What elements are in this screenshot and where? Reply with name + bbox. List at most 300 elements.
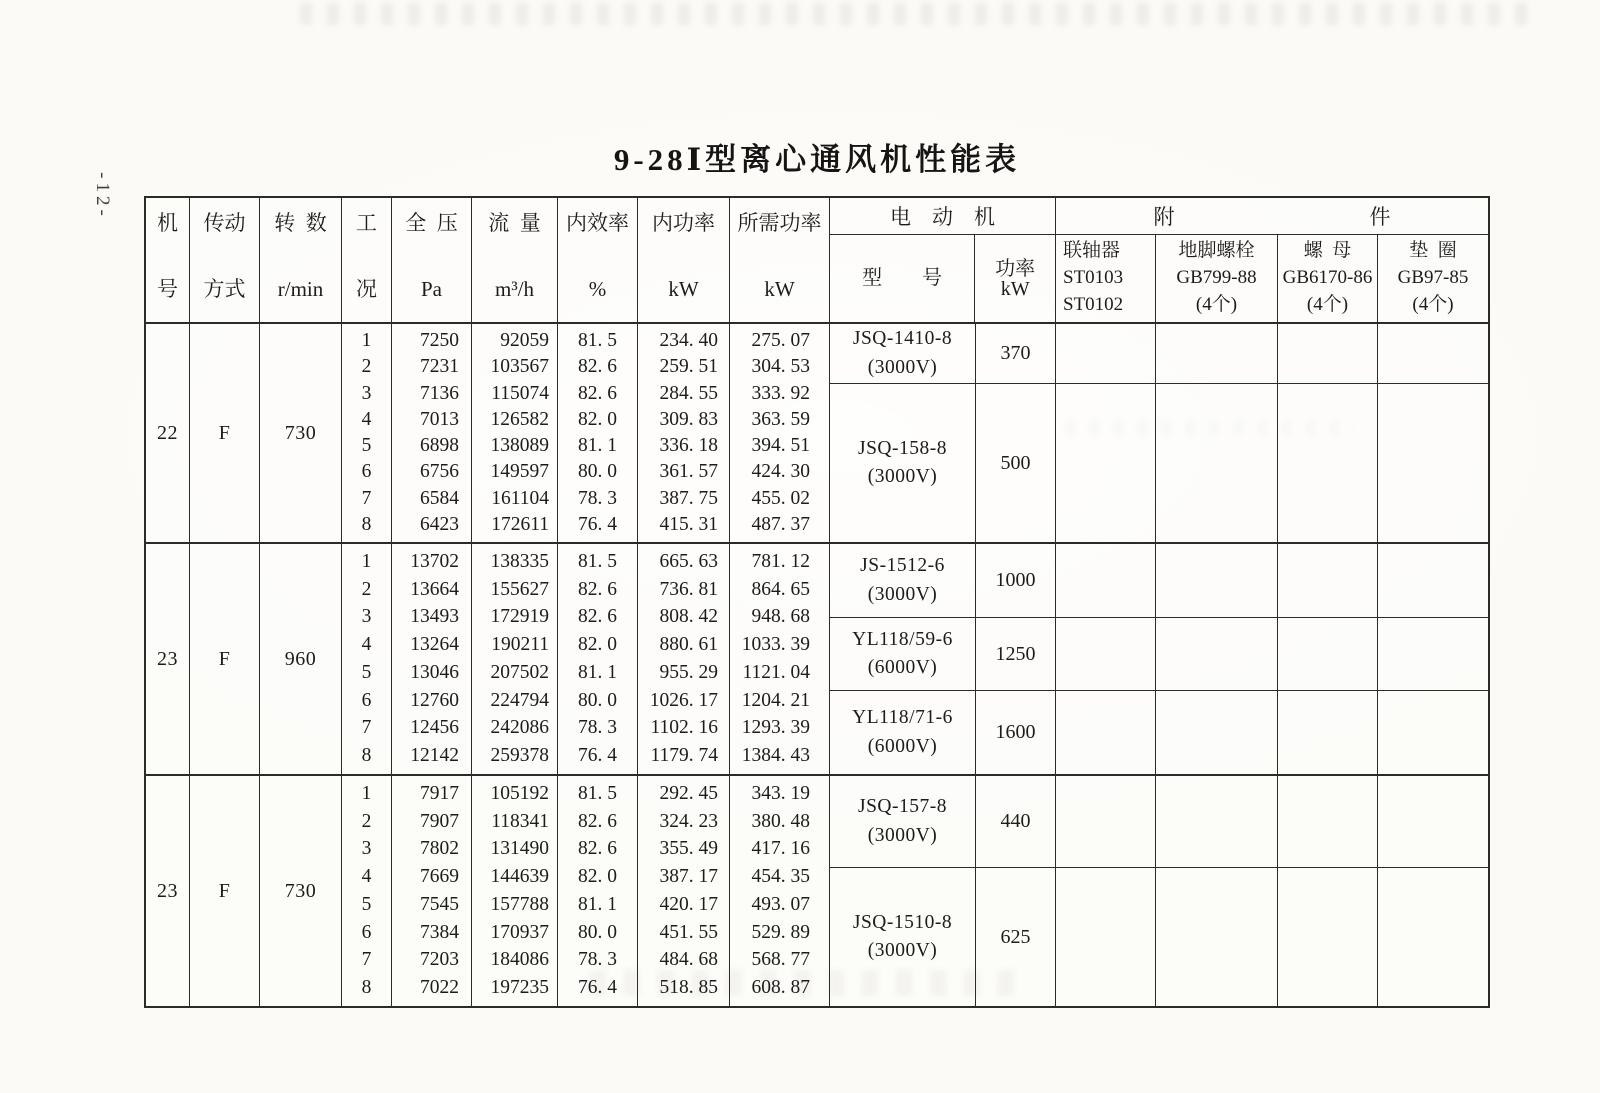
cell-cond: 3 xyxy=(361,382,372,404)
motor-model-text: JS-1512-6 xyxy=(860,555,945,577)
header-line: 螺 母 xyxy=(1303,240,1352,262)
header-line: 功率 xyxy=(995,257,1036,280)
cell-eff: 76. 4 xyxy=(578,977,617,999)
motor-row xyxy=(830,776,1488,868)
cell-cond: 2 xyxy=(361,578,372,600)
cell-req: 1121. 04 xyxy=(742,661,810,683)
cell-coupling-empty xyxy=(1056,776,1156,867)
cell-power: 309. 83 xyxy=(659,408,718,430)
cell-cond: 2 xyxy=(361,810,372,832)
cell-washer-empty xyxy=(1378,691,1488,774)
cell-pressure: 12760 xyxy=(410,689,459,711)
cell-coupling-empty xyxy=(1056,384,1156,542)
cell-power: 1179. 74 xyxy=(650,745,718,767)
cell-flow: 118341 xyxy=(491,810,549,832)
col-flow-rate-values xyxy=(472,776,558,1006)
cell-motor-model xyxy=(830,544,976,617)
motor-voltage-text: (6000V) xyxy=(867,657,938,678)
cell-pressure: 7203 xyxy=(420,949,459,971)
cell-motor-model xyxy=(830,324,976,383)
cell-power: 518. 85 xyxy=(659,977,718,999)
header-line: ST0103 xyxy=(1063,267,1124,289)
motor-model-text: JSQ-157-8 xyxy=(857,796,947,818)
cell-anchor-bolt-empty xyxy=(1156,868,1278,1006)
cell-motor-model xyxy=(830,384,976,542)
page-title: 9-28Ⅰ型离心通风机性能表 xyxy=(613,142,1021,177)
header-line: GB6170-86 xyxy=(1282,267,1373,289)
cell-power: 234. 40 xyxy=(659,330,718,352)
cell-eff: 82. 0 xyxy=(578,408,617,430)
cell-flow: 161104 xyxy=(491,487,549,509)
header-anchor-bolt xyxy=(1156,235,1278,322)
cell-motor-power: 1250 xyxy=(976,618,1056,690)
header-line: % xyxy=(588,277,607,301)
cell-motor-power: 1600 xyxy=(976,691,1056,774)
cell-power: 415. 31 xyxy=(659,513,718,535)
cell-rpm: 730 xyxy=(260,776,342,1006)
cell-pressure: 12456 xyxy=(410,717,459,739)
motor-model-text: JSQ-1510-8 xyxy=(852,911,953,933)
header-line: kW xyxy=(764,277,795,301)
motor-accessory-section xyxy=(830,544,1488,774)
cell-req: 781. 12 xyxy=(751,550,810,572)
cell-flow: 144639 xyxy=(490,866,549,888)
cell-flow: 224794 xyxy=(490,689,549,711)
col-internal-power-values xyxy=(638,324,730,542)
cell-req: 394. 51 xyxy=(751,435,810,457)
cell-power: 284. 55 xyxy=(659,382,718,404)
cell-cond: 7 xyxy=(361,487,372,509)
cell-pressure: 13664 xyxy=(410,578,459,600)
cell-flow: 184086 xyxy=(490,949,549,971)
col-internal-power-values xyxy=(638,776,730,1006)
cell-flow: 103567 xyxy=(490,356,549,378)
header-nut xyxy=(1278,235,1378,322)
cell-req: 948. 68 xyxy=(751,606,810,628)
cell-nut-empty xyxy=(1278,324,1378,383)
cell-eff: 82. 0 xyxy=(578,866,617,888)
cell-power: 736. 81 xyxy=(659,578,718,600)
header-condition xyxy=(342,198,392,322)
cell-power: 955. 29 xyxy=(659,661,718,683)
cell-power: 355. 49 xyxy=(659,838,718,860)
header-coupling xyxy=(1056,235,1156,322)
header-line: (4个) xyxy=(1306,293,1349,315)
cell-motor-power: 625 xyxy=(976,868,1056,1006)
header-internal-efficiency xyxy=(558,198,638,322)
cell-cond: 7 xyxy=(361,949,372,971)
cell-eff: 81. 1 xyxy=(578,893,617,915)
cell-power: 808. 42 xyxy=(659,606,718,628)
cell-motor-model xyxy=(830,868,976,1006)
cell-motor-power: 440 xyxy=(976,776,1056,867)
cell-pressure: 7384 xyxy=(420,921,459,943)
cell-eff: 82. 6 xyxy=(578,838,617,860)
cell-flow: 170937 xyxy=(490,921,549,943)
cell-coupling-empty xyxy=(1056,691,1156,774)
cell-power: 451. 55 xyxy=(659,921,718,943)
header-motor-group-label: 电 动 机 xyxy=(830,198,1055,235)
cell-anchor-bolt-empty xyxy=(1156,776,1278,867)
cell-flow: 138335 xyxy=(490,550,549,572)
cell-flow: 138089 xyxy=(490,435,549,457)
cell-flow: 157788 xyxy=(490,893,549,915)
cell-cond: 6 xyxy=(361,689,372,711)
cell-drive-type: F xyxy=(190,324,260,542)
cell-anchor-bolt-empty xyxy=(1156,691,1278,774)
header-line: r/min xyxy=(277,277,324,301)
col-flow-rate-values xyxy=(472,324,558,542)
col-total-pressure-values xyxy=(392,776,472,1006)
cell-nut-empty xyxy=(1278,544,1378,617)
motor-model-text: JSQ-158-8 xyxy=(857,437,947,459)
cell-flow: 172919 xyxy=(490,606,549,628)
header-line: 地脚螺栓 xyxy=(1178,240,1255,262)
motor-row xyxy=(830,868,1488,1006)
cell-pressure: 7013 xyxy=(420,408,459,430)
cell-flow: 207502 xyxy=(490,661,549,683)
cell-pressure: 7250 xyxy=(420,330,459,352)
header-line: 全 压 xyxy=(405,211,458,235)
cell-motor-power: 370 xyxy=(976,324,1056,383)
cell-req: 493. 07 xyxy=(751,893,810,915)
cell-machine-no: 23 xyxy=(146,776,190,1006)
cell-cond: 4 xyxy=(361,634,372,656)
cell-power: 484. 68 xyxy=(659,949,718,971)
cell-cond: 4 xyxy=(361,408,372,430)
header-line: 内功率 xyxy=(652,211,715,235)
header-line: 况 xyxy=(356,277,377,301)
cell-power: 665. 63 xyxy=(659,550,718,572)
col-efficiency-values xyxy=(558,776,638,1006)
col-condition-values xyxy=(342,324,392,542)
cell-req: 455. 02 xyxy=(751,487,810,509)
motor-row xyxy=(830,618,1488,691)
cell-req: 1204. 21 xyxy=(741,689,810,711)
header-line: GB799-88 xyxy=(1176,267,1257,289)
header-motor-power xyxy=(975,235,1055,322)
header-flow-rate xyxy=(472,198,558,322)
col-total-pressure-values xyxy=(392,544,472,774)
cell-pressure: 6898 xyxy=(420,435,459,457)
cell-flow: 155627 xyxy=(490,578,549,600)
cell-anchor-bolt-empty xyxy=(1156,324,1278,383)
cell-eff: 78. 3 xyxy=(578,717,617,739)
cell-cond: 8 xyxy=(361,977,372,999)
cell-cond: 4 xyxy=(361,866,372,888)
cell-cond: 6 xyxy=(361,461,372,483)
motor-row xyxy=(830,384,1488,542)
cell-pressure: 13493 xyxy=(410,606,459,628)
cell-motor-model xyxy=(830,618,976,690)
cell-cond: 5 xyxy=(361,435,372,457)
cell-power: 880. 61 xyxy=(659,634,718,656)
cell-motor-model xyxy=(830,776,976,867)
cell-flow: 92059 xyxy=(500,330,549,352)
cell-power: 336. 18 xyxy=(659,435,718,457)
cell-req: 454. 35 xyxy=(751,866,810,888)
motor-voltage-text: (6000V) xyxy=(867,735,938,757)
cell-drive-type: F xyxy=(190,544,260,774)
header-machine-no xyxy=(146,198,190,322)
col-efficiency-values xyxy=(558,324,638,542)
cell-power: 361. 57 xyxy=(659,461,718,483)
header-line: 流 量 xyxy=(488,211,541,235)
cell-anchor-bolt-empty xyxy=(1156,384,1278,542)
col-internal-power-values xyxy=(638,544,730,774)
motor-accessory-section xyxy=(830,324,1488,542)
cell-req: 608. 87 xyxy=(751,977,810,999)
cell-pressure: 7907 xyxy=(420,810,459,832)
cell-pressure: 6756 xyxy=(420,461,459,483)
cell-coupling-empty xyxy=(1056,544,1156,617)
motor-model-text: YL118/71-6 xyxy=(852,707,953,729)
cell-nut-empty xyxy=(1278,776,1378,867)
header-line: 垫 圈 xyxy=(1409,240,1457,262)
header-line: 所需功率 xyxy=(737,211,822,235)
cell-cond: 8 xyxy=(361,513,372,535)
cell-washer-empty xyxy=(1378,324,1488,383)
cell-eff: 78. 3 xyxy=(578,487,617,509)
table-block-machine-22 xyxy=(146,324,1488,542)
performance-table xyxy=(144,196,1490,1008)
motor-voltage-text: (3000V) xyxy=(867,356,938,378)
cell-eff: 76. 4 xyxy=(578,745,617,767)
cell-req: 333. 92 xyxy=(751,382,810,404)
cell-cond: 1 xyxy=(361,782,372,804)
cell-anchor-bolt-empty xyxy=(1156,618,1278,690)
cell-eff: 82. 6 xyxy=(578,578,617,600)
header-accessories-group xyxy=(1056,198,1488,322)
cell-eff: 82. 6 xyxy=(578,810,617,832)
cell-drive-type: F xyxy=(190,776,260,1006)
cell-eff: 81. 5 xyxy=(578,550,617,572)
cell-washer-empty xyxy=(1378,868,1488,1006)
cell-req: 1033. 39 xyxy=(741,634,810,656)
col-efficiency-values xyxy=(558,544,638,774)
cell-cond: 1 xyxy=(361,330,372,352)
motor-row xyxy=(830,691,1488,774)
cell-cond: 2 xyxy=(361,356,372,378)
cell-pressure: 7136 xyxy=(420,382,459,404)
col-condition-values xyxy=(342,776,392,1006)
cell-eff: 82. 6 xyxy=(578,356,617,378)
scan-bleed-artifact xyxy=(300,3,1540,25)
header-required-power xyxy=(730,198,830,322)
cell-nut-empty xyxy=(1278,384,1378,542)
cell-req: 363. 59 xyxy=(751,408,810,430)
col-flow-rate-values xyxy=(472,544,558,774)
cell-pressure: 13702 xyxy=(410,550,459,572)
cell-cond: 7 xyxy=(361,717,372,739)
cell-pressure: 13046 xyxy=(410,661,459,683)
header-line: 号 xyxy=(157,277,178,301)
cell-eff: 76. 4 xyxy=(578,513,617,535)
cell-nut-empty xyxy=(1278,691,1378,774)
cell-eff: 82. 6 xyxy=(578,382,617,404)
table-block-machine-23-730 xyxy=(146,774,1488,1006)
cell-flow: 149597 xyxy=(490,461,549,483)
col-total-pressure-values xyxy=(392,324,472,542)
cell-req: 380. 48 xyxy=(751,810,810,832)
motor-voltage-text: (3000V) xyxy=(867,824,938,846)
cell-pressure: 7917 xyxy=(420,782,459,804)
header-line: (4个) xyxy=(1195,293,1238,315)
cell-coupling-empty xyxy=(1056,868,1156,1006)
col-required-power-values xyxy=(730,776,830,1006)
header-line: 机 xyxy=(157,211,178,235)
header-line: m³/h xyxy=(495,277,534,301)
cell-req: 1293. 39 xyxy=(741,717,810,739)
cell-pressure: 7802 xyxy=(420,838,459,860)
cell-eff: 80. 0 xyxy=(578,461,617,483)
cell-req: 343. 19 xyxy=(751,782,810,804)
motor-row xyxy=(830,324,1488,384)
cell-req: 487. 37 xyxy=(751,513,810,535)
cell-eff: 80. 0 xyxy=(578,921,617,943)
cell-coupling-empty xyxy=(1056,618,1156,690)
cell-pressure: 6423 xyxy=(420,513,459,535)
cell-power: 1102. 16 xyxy=(650,717,718,739)
cell-flow: 105192 xyxy=(490,782,549,804)
header-line: kW xyxy=(668,277,699,301)
header-line: 联轴器 xyxy=(1063,240,1121,262)
cell-flow: 172611 xyxy=(491,513,549,535)
page-number: -12- xyxy=(92,172,113,220)
cell-eff: 81. 5 xyxy=(578,782,617,804)
header-total-pressure xyxy=(392,198,472,322)
cell-cond: 1 xyxy=(361,550,372,572)
cell-eff: 81. 1 xyxy=(578,435,617,457)
cell-flow: 131490 xyxy=(490,838,549,860)
header-line: Pa xyxy=(421,277,442,301)
cell-washer-empty xyxy=(1378,618,1488,690)
header-line: 件 xyxy=(1369,205,1391,229)
cell-req: 864. 65 xyxy=(751,578,810,600)
header-line: (4个) xyxy=(1412,293,1454,315)
cell-flow: 197235 xyxy=(490,977,549,999)
cell-eff: 82. 6 xyxy=(578,606,617,628)
cell-cond: 5 xyxy=(361,893,372,915)
cell-coupling-empty xyxy=(1056,324,1156,383)
cell-motor-power: 1000 xyxy=(976,544,1056,617)
cell-machine-no: 23 xyxy=(146,544,190,774)
header-drive-type xyxy=(190,198,260,322)
cell-power: 420. 17 xyxy=(659,893,718,915)
header-accessories-group-label xyxy=(1056,198,1488,235)
cell-power: 324. 23 xyxy=(659,810,718,832)
header-motor-group xyxy=(830,198,1056,322)
motor-voltage-text: (3000V) xyxy=(867,466,938,487)
cell-pressure: 7669 xyxy=(420,866,459,888)
header-line: kW xyxy=(1000,277,1030,300)
cell-eff: 82. 0 xyxy=(578,634,617,656)
header-speed xyxy=(260,198,342,322)
cell-nut-empty xyxy=(1278,868,1378,1006)
cell-washer-empty xyxy=(1378,384,1488,542)
header-motor-subrow xyxy=(830,235,1055,322)
cell-power: 387. 75 xyxy=(659,487,718,509)
cell-power: 292. 45 xyxy=(659,782,718,804)
cell-pressure: 13264 xyxy=(410,634,459,656)
header-line: ST0102 xyxy=(1063,293,1124,315)
cell-cond: 3 xyxy=(361,838,372,860)
cell-anchor-bolt-empty xyxy=(1156,544,1278,617)
cell-pressure: 7545 xyxy=(420,893,459,915)
cell-cond: 3 xyxy=(361,606,372,628)
cell-washer-empty xyxy=(1378,776,1488,867)
cell-motor-power: 500 xyxy=(976,384,1056,542)
cell-pressure: 7231 xyxy=(420,356,459,378)
header-line: 工 xyxy=(356,211,377,235)
motor-model-text: YL118/59-6 xyxy=(852,628,953,650)
cell-flow: 242086 xyxy=(490,717,549,739)
header-accessories-subrow xyxy=(1056,235,1488,322)
header-motor-model: 型 号 xyxy=(830,235,975,322)
col-required-power-values xyxy=(730,324,830,542)
cell-pressure: 12142 xyxy=(410,745,459,767)
cell-power: 259. 51 xyxy=(659,356,718,378)
cell-flow: 259378 xyxy=(490,745,549,767)
cell-pressure: 7022 xyxy=(420,977,459,999)
cell-eff: 81. 1 xyxy=(578,661,617,683)
cell-washer-empty xyxy=(1378,544,1488,617)
cell-flow: 126582 xyxy=(490,408,549,430)
cell-req: 568. 77 xyxy=(751,949,810,971)
motor-voltage-text: (3000V) xyxy=(867,940,938,961)
header-line: 内效率 xyxy=(566,211,629,235)
table-header-row xyxy=(146,198,1488,324)
motor-row xyxy=(830,544,1488,618)
table-block-machine-23-960 xyxy=(146,542,1488,774)
cell-pressure: 6584 xyxy=(420,487,459,509)
cell-eff: 81. 5 xyxy=(578,330,617,352)
cell-req: 424. 30 xyxy=(751,461,810,483)
cell-req: 417. 16 xyxy=(751,838,810,860)
col-condition-values xyxy=(342,544,392,774)
header-line: 附 xyxy=(1153,205,1175,229)
cell-machine-no: 22 xyxy=(146,324,190,542)
cell-power: 1026. 17 xyxy=(649,689,718,711)
cell-eff: 80. 0 xyxy=(578,689,617,711)
cell-flow: 190211 xyxy=(491,634,549,656)
cell-nut-empty xyxy=(1278,618,1378,690)
cell-cond: 8 xyxy=(361,745,372,767)
cell-flow: 115074 xyxy=(491,382,549,404)
cell-cond: 6 xyxy=(361,921,372,943)
cell-eff: 78. 3 xyxy=(578,949,617,971)
cell-cond: 5 xyxy=(361,661,372,683)
cell-req: 1384. 43 xyxy=(741,745,810,767)
header-washer xyxy=(1378,235,1488,322)
cell-power: 387. 17 xyxy=(659,866,718,888)
header-line: 转 数 xyxy=(274,211,327,235)
header-line: 方式 xyxy=(203,277,246,301)
cell-rpm: 960 xyxy=(260,544,342,774)
cell-req: 304. 53 xyxy=(751,356,810,378)
header-internal-power xyxy=(638,198,730,322)
header-line: 传动 xyxy=(203,211,246,235)
cell-req: 529. 89 xyxy=(751,921,810,943)
motor-model-text: JSQ-1410-8 xyxy=(852,328,953,350)
col-required-power-values xyxy=(730,544,830,774)
cell-req: 275. 07 xyxy=(751,330,810,352)
cell-motor-model xyxy=(830,691,976,774)
motor-voltage-text: (3000V) xyxy=(867,583,938,605)
header-line: GB97-85 xyxy=(1397,267,1469,289)
cell-rpm: 730 xyxy=(260,324,342,542)
motor-accessory-section xyxy=(830,776,1488,1006)
